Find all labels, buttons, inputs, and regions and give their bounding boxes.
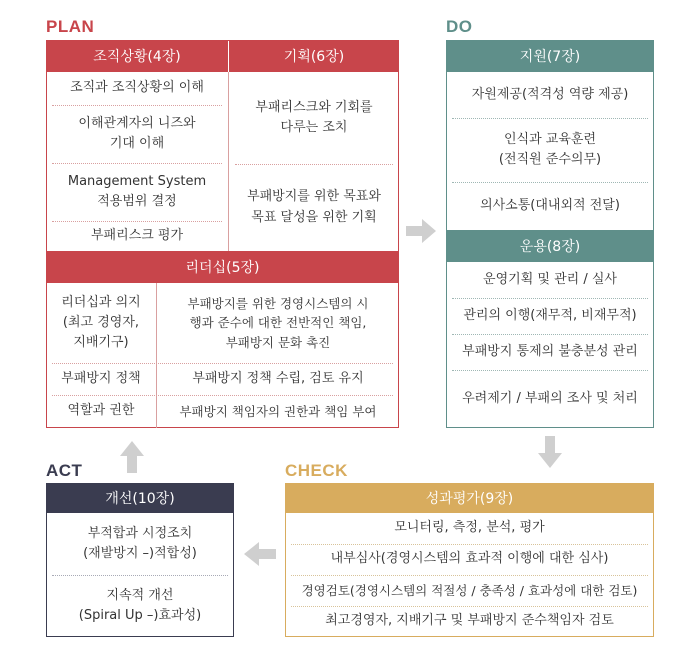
operation-item: 관리의 이행(재무적, 비재무적) [463, 307, 637, 323]
leadership-row-right: 부패방지를 위한 경영시스템의 시 행과 준수에 대한 전반적인 책임, 부패방지 문화 촉진 [187, 295, 369, 350]
arrow-right-icon [406, 219, 436, 243]
operation-header: 운용(8장) [446, 230, 654, 262]
plan-label: PLAN [46, 17, 95, 36]
do-label: DO [446, 17, 473, 36]
operation-item: 운영기획 및 관리 / 실사 [483, 271, 617, 287]
improvement-item: 지속적 개선 (Spiral Up –)효과성) [78, 587, 202, 623]
evaluation-item: 경영검토(경영시스템의 적절성 / 충족성 / 효과성에 대한 검토) [301, 582, 638, 598]
leadership-row-left: 부패방지 정책 [61, 370, 141, 386]
planning-item: 부패리스크와 기회를 다루는 조치 [255, 99, 373, 135]
check-label: CHECK [285, 461, 348, 480]
evaluation-item: 최고경영자, 지배기구 및 부패방지 준수책임자 검토 [325, 613, 614, 629]
act-label: ACT [46, 461, 83, 480]
support-item: 의사소통(대내외적 전달) [480, 197, 620, 213]
arrow-down-icon [538, 436, 562, 468]
leadership-row-right: 부패방지 책임자의 권한과 책임 부여 [179, 403, 377, 419]
support-item: 인식과 교육훈련 (전직원 준수의무) [498, 131, 602, 167]
arrow-up-icon [120, 441, 144, 473]
evaluation-item: 내부심사(경영시스템의 효과적 이행에 대한 심사) [330, 551, 609, 567]
leadership-row-left: 리더십과 의지 (최고 경영자, 지배기구) [61, 294, 141, 351]
arrow-left-icon [244, 542, 276, 566]
leadership-row-left: 역할과 권한 [67, 403, 135, 419]
org-context-item: 이해관계자의 니즈와 기대 이해 [78, 115, 196, 151]
support-item: 자원제공(적격성 역량 제공) [471, 86, 629, 102]
org-context-item: 조직과 조직상황의 이해 [70, 80, 204, 96]
org-context-item: Management System 적용범위 결정 [67, 173, 207, 209]
support-header: 지원(7장) [446, 40, 654, 72]
evaluation-item: 모니터링, 측정, 분석, 평가 [394, 520, 545, 536]
evaluation-header: 성과평가(9장) [285, 483, 654, 513]
operation-item: 부패방지 통제의 불충분성 관리 [462, 343, 638, 359]
org-context-item: 부패리스크 평가 [90, 227, 184, 243]
improvement-item: 부적합과 시정조치 (재발방지 –)적합성) [83, 525, 197, 561]
org-context-header: 조직상황(4장) [46, 40, 228, 72]
planning-header: 기획(6장) [229, 40, 399, 72]
leadership-row-right: 부패방지 정책 수립, 검토 유지 [192, 370, 364, 386]
planning-item: 부패방지를 위한 목표와 목표 달성을 위한 기획 [247, 189, 381, 225]
operation-item: 우려제기 / 부패의 조사 및 처리 [462, 390, 638, 406]
improvement-header: 개선(10장) [46, 483, 234, 513]
leadership-header: 리더십(5장) [46, 251, 399, 283]
